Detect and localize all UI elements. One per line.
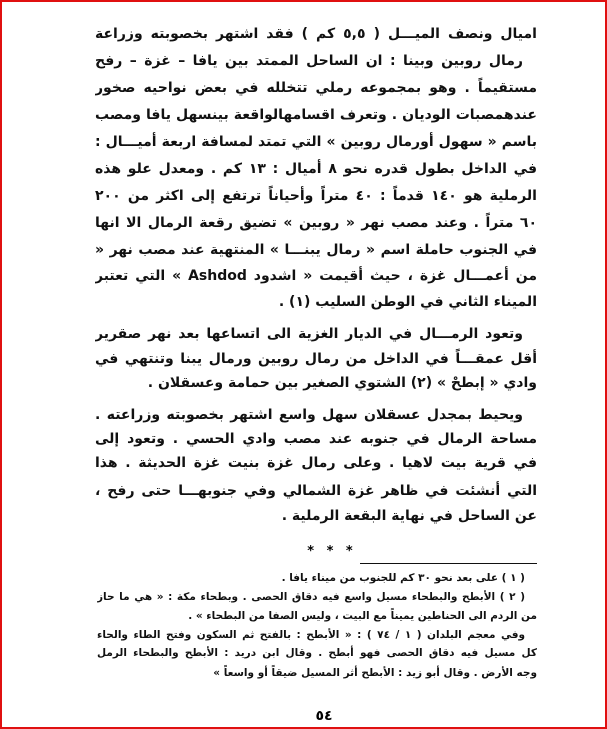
body-line: مستقيماً . وهو بمجموعه رملي تتخلله في بعض نواحيه صخور (95, 80, 537, 96)
body-line: في الداخل بطول قدره نحو ٨ أميال : ١٣ كم . ومعدل علو هذه (95, 161, 537, 177)
footnote-line: كل مسيل فيه دقاق الحصى فهو أبطح . وقال ابن دريد : الأبطح والبطحاء الرمل (97, 647, 537, 659)
body-line: باسم « سهول أورمال روبين » التي تمتد لمسافة اربعة أميـــال : (95, 134, 537, 150)
footnote: ( ٢ ) الأبطح والبطحاء مسيل واسع فيه دقاق الحصى . وبطحاء مكة : « هي ما حاز (97, 591, 525, 603)
body-line: عندهمصبات الوديان . وتعرف اقسامهالواقعة بينسهل يافا ومصب (95, 107, 537, 123)
body-line: وادي « إبطحْ » (٢) الشتوي الصغير بين حمامة وعسقلان . (147, 375, 537, 391)
body-line: في قرية بيت لاهيا . وعلى رمال غزة بنيت غزة الحديثة . هذا (95, 455, 537, 471)
section-heading-rest: ان الساحل الممتد بين يافا – غزة – رفح (95, 53, 383, 69)
body-line: اميال ونصف الميـــل ( ٥,٥ كم ) فقد اشتهر بخصوبته وزراعة (95, 26, 537, 42)
footnote: ( ١ ) على بعد نحو ٣٠ كم للجنوب من ميناء يافا . (281, 572, 525, 584)
body-line: عن الساحل في نهاية البقعة الرملية . (281, 508, 537, 524)
body-line: أقل عمقـــاً في الداخل من رمال روبين ورمال يبنا وتنتهي في (95, 351, 537, 367)
footnote-line: وفي معجم البلدان ( ١ / ٧٤ ) : « الأبطح : بالفتح ثم السكون وفتح الطاء والحاء (97, 629, 526, 641)
footnote-line: وجه الأرض . وقال أبو زيد : الأبطح أثر المسيل ضيقاً أو واسعاً » (213, 667, 537, 679)
footnote-line: من الردم الى الحناطين يميناً مع البيت ، وليس الصفا من البطحاء » . (188, 610, 537, 622)
body-line-section-start (95, 50, 537, 72)
body-line: في الجنوب حاملة اسم « رمال يبنـــا » المنتهية عند مصب نهر « (95, 242, 537, 258)
body-line: ويحيط بمجدل عسقلان سهل واسع اشتهر بخصوبته وزراعته . (95, 407, 523, 423)
body-line: الميناء الثاني في الوطن السليب (١) . (278, 294, 537, 310)
page-number: ٥٤ (315, 708, 333, 724)
body-line: وتعود الرمـــال في الديار الغزية الى اتساعها بعد نهر صقرير (95, 326, 523, 342)
section-heading: رمال روبين وبينا : (389, 53, 523, 69)
body-line: التي أنشئت في ظاهر غزة الشمالي وفي جنوبهـــا حتى رفح ، (95, 483, 537, 499)
body-line: مساحة الرمال في جنوبه عند مصب وادي الحسي . وتعود إلى (95, 431, 537, 447)
footnote-rule (360, 563, 537, 564)
section-separator: * * * (307, 544, 357, 559)
body-line: ٦٠ متراً . وعند مصب نهر « روبين » تضيق رقعة الرمال الا انها (95, 215, 537, 231)
body-line: من أعمـــال غزة ، حيث أقيمت « اشدود Ashdod » التي تعتبر (95, 268, 537, 284)
body-line: الرملية هو ١٤٠ قدماً : ٤٠ متراً وأحياناً ترتفع إلى اكثر من ٢٠٠ (95, 188, 537, 204)
